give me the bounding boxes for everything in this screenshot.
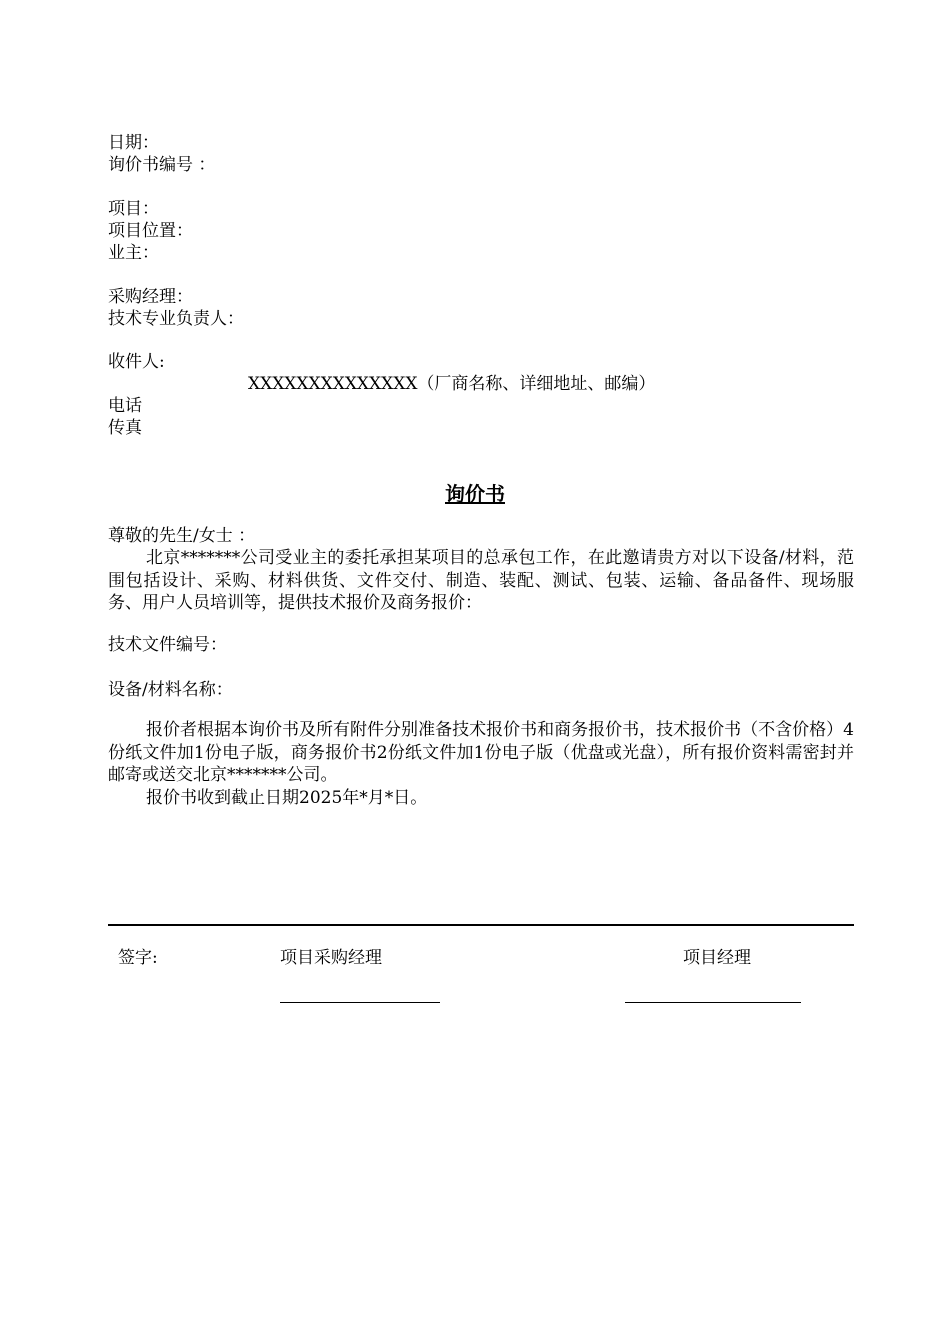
project-location-label: 项目位置： bbox=[108, 221, 193, 241]
owner-label: 业主： bbox=[108, 243, 159, 263]
instructions-paragraph: 报价者根据本询价书及所有附件分别准备技术报价书和商务报价书，技术报价书（不含价格）4份纸文件加1份电子版，商务报价书2份纸文件加1份电子版（优盘或光盘），所有报价资料需密封并邮寄或送交北京*******公司。 bbox=[108, 720, 854, 785]
project-manager-signature-title: 项目经理 bbox=[683, 948, 751, 968]
inquiry-number-label: 询价书编号 ： bbox=[108, 155, 216, 175]
procurement-manager-signature-line bbox=[280, 1002, 440, 1003]
recipient-label: 收件人: bbox=[108, 352, 165, 372]
date-label: 日期： bbox=[108, 133, 159, 153]
project-manager-signature-line bbox=[625, 1002, 801, 1003]
intro-paragraph: 北京*******公司受业主的委托承担某项目的总承包工作，在此邀请贵方对以下设备/材料，范围包括设计、采购、材料供货、文件交付、制造、装配、测试、包装、运输、备品备件、现场服务、用户人员培训等，提供技术报价及商务报价： bbox=[108, 548, 854, 613]
equipment-name-label: 设备/材料名称： bbox=[108, 680, 233, 700]
fax-label: 传真 bbox=[108, 418, 142, 438]
recipient-address: XXXXXXXXXXXXXX（厂商名称、详细地址、邮编） bbox=[248, 374, 656, 394]
technical-lead-label: 技术专业负责人： bbox=[108, 309, 244, 329]
procurement-manager-signature-title: 项目采购经理 bbox=[280, 948, 382, 968]
document-title: 询价书 bbox=[445, 482, 505, 506]
phone-label: 电话 bbox=[108, 396, 142, 416]
deadline-paragraph: 报价书收到截止日期2025年*月*日。 bbox=[146, 788, 428, 808]
signature-divider bbox=[108, 924, 854, 926]
signature-label: 签字: bbox=[118, 948, 158, 968]
project-label: 项目： bbox=[108, 199, 159, 219]
procurement-manager-label: 采购经理： bbox=[108, 287, 193, 307]
technical-document-number-label: 技术文件编号： bbox=[108, 635, 227, 655]
salutation: 尊敬的先生/女士 ： bbox=[108, 526, 256, 546]
